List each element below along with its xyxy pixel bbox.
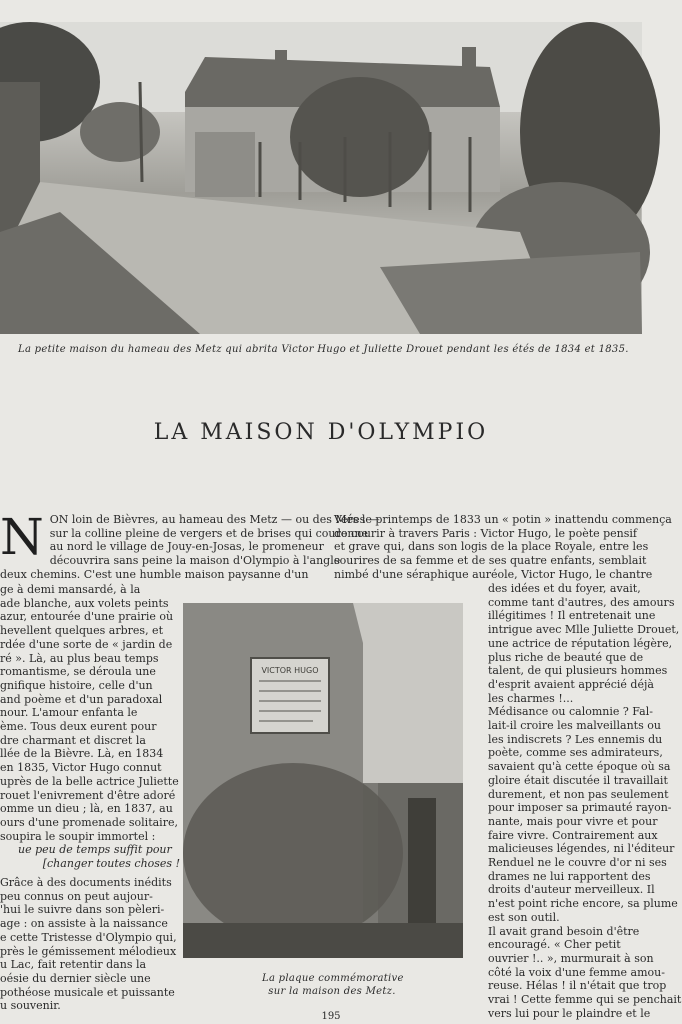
- text-line: durement, et non pas seulement: [488, 787, 669, 801]
- text-line: gloire était discutée il travaillait: [488, 773, 668, 787]
- plaque-photo: [183, 603, 463, 958]
- text-line: encouragé. « Cher petit: [488, 938, 621, 952]
- text-line: omme un dieu ; là, en 1837, au: [0, 802, 173, 816]
- text-line: deux chemins. C'est une humble maison paysanne d'un: [0, 567, 309, 581]
- text-line: comme tant d'autres, des amours: [488, 595, 675, 609]
- text-line: côté la voix d'une femme amou-: [488, 965, 665, 979]
- plaque-caption-line2: sur la maison des Metz.: [268, 986, 396, 997]
- text-line: faire vivre. Contrairement aux: [488, 828, 658, 842]
- text-line: plus riche de beauté que de: [488, 650, 644, 664]
- text-line: illégitimes ! Il entretenait une: [488, 609, 656, 623]
- text-line: intrigue avec Mlle Juliette Drouet,: [488, 623, 680, 637]
- text-line: talent, de qui plusieurs hommes: [488, 664, 668, 678]
- text-line: rouet l'enivrement d'être adoré: [0, 788, 176, 802]
- verse-line: [changer toutes choses !: [42, 856, 180, 870]
- text-line: Médisance ou calomnie ? Fal-: [488, 705, 653, 719]
- text-line: u Lac, fait retentir dans la: [0, 958, 147, 972]
- text-line: des idées et du foyer, avait,: [488, 582, 641, 595]
- text-line: ON loin de Bièvres, au hameau des Metz — ou des Mées —: [49, 513, 380, 526]
- text-line: et grave qui, dans son logis de la place Royale, entre les: [334, 540, 649, 554]
- text-line: and poème et d'un paradoxal: [0, 692, 163, 706]
- text-line: une actrice de réputation légère,: [488, 636, 673, 650]
- text-line: ours d'une promenade solitaire,: [0, 815, 178, 829]
- text-line: dre charmant et discret la: [0, 733, 146, 747]
- house-photo: [0, 22, 642, 334]
- drop-cap: N: [0, 508, 44, 566]
- text-line: 'hui le suivre dans son pèleri-: [0, 903, 165, 917]
- text-line: les charmes !...: [488, 691, 574, 705]
- left-after-text: [0, 876, 177, 1013]
- text-line: drames ne lui rapportent des: [488, 869, 651, 883]
- text-line: sourires de sa femme et de ses quatre enfants, semblait: [334, 554, 647, 568]
- text-line: pothéose musicale et puissante: [0, 985, 175, 999]
- text-line: ouvrier !.. », murmurait à son: [488, 951, 654, 965]
- text-line: reuse. Hélas ! il n'était que trop: [488, 979, 667, 993]
- text-line: e cette Tristesse d'Olympio qui,: [0, 930, 177, 944]
- text-line: ème. Tous deux eurent pour: [0, 720, 157, 734]
- verse-quote: [0, 843, 188, 870]
- text-line: Vers le printemps de 1833 un « potin » inattendu commença: [334, 513, 672, 526]
- plaque-inscription: VICTOR HUGO: [261, 666, 319, 675]
- text-line: gnifique histoire, celle d'un: [0, 678, 153, 692]
- text-line: au nord le village de Jouy-en-Josas, le promeneur: [49, 540, 324, 554]
- text-line: les indiscrets ? Les ennemis du: [488, 732, 663, 746]
- text-line: soupira le soupir immortel :: [0, 829, 156, 843]
- text-line: Renduel ne le couvre d'or ni ses: [488, 856, 667, 870]
- text-line: Il avait grand besoin d'être: [488, 924, 640, 938]
- text-line: age : on assiste à la naissance: [0, 917, 168, 931]
- text-line: près le gémissement mélodieux: [0, 944, 177, 958]
- text-line: lait-il croire les malveillants ou: [488, 719, 661, 733]
- text-line: en 1835, Victor Hugo connut: [0, 761, 162, 775]
- right-narrow-text: [488, 582, 682, 1021]
- text-line: peu connus on peut aujour-: [0, 889, 153, 903]
- plaque-caption: [262, 972, 402, 998]
- left-column: [0, 508, 380, 582]
- text-line: vrai ! Cette femme qui se penchait: [488, 993, 682, 1007]
- text-line: rdée d'une sorte de « jardin de: [0, 637, 173, 651]
- text-line: sur la colline pleine de vergers et de brises qui couronne: [49, 526, 369, 540]
- house-photo-caption: La petite maison du hameau des Metz qui abrita Victor Hugo et Juliette Drouet pendant les étés de 1834 et 1835.: [18, 344, 629, 355]
- verse-line: ue peu de temps suffit pour: [18, 843, 172, 856]
- text-line: oésie du dernier siècle une: [0, 971, 151, 985]
- text-line: ré ». Là, au plus beau temps: [0, 651, 159, 665]
- text-line: u souvenir.: [0, 999, 61, 1013]
- text-line: est son outil.: [488, 910, 560, 924]
- text-line: uprès de la belle actrice Juliette: [0, 774, 179, 788]
- text-line: nimbé d'une séraphique auréole, Victor Hugo, le chantre: [334, 567, 653, 581]
- text-line: nour. L'amour enfanta le: [0, 706, 138, 720]
- text-line: découvrira sans peine la maison d'Olympio à l'angle: [49, 554, 341, 568]
- article-title: LA MAISON D'OLYMPIO: [153, 420, 489, 445]
- text-line: pour imposer sa primauté rayon-: [488, 801, 672, 815]
- text-line: Grâce à des documents inédits: [0, 876, 172, 889]
- text-line: vers lui pour le plaindre et le: [488, 1006, 651, 1020]
- left-wrapped-text: [0, 583, 180, 843]
- left-intro-text: [0, 508, 380, 582]
- plaque-caption-line1: La plaque commémorative: [262, 973, 404, 984]
- text-line: ade blanche, aux volets peints: [0, 596, 169, 610]
- text-line: poète, comme ses admirateurs,: [488, 746, 663, 760]
- text-line: d'esprit avaient apprécié déjà: [488, 677, 654, 691]
- text-line: nante, mais pour vivre et pour: [488, 814, 658, 828]
- text-line: n'est point riche encore, sa plume: [488, 897, 678, 911]
- text-line: savaient qu'à cette époque où sa: [488, 760, 671, 774]
- text-line: droits d'auteur merveilleux. Il: [488, 883, 655, 897]
- text-line: ge à demi mansardé, à la: [0, 583, 141, 596]
- text-line: llée de la Bièvre. Là, en 1834: [0, 747, 164, 761]
- text-line: romantisme, se déroula une: [0, 665, 156, 679]
- text-line: hevellent quelques arbres, et: [0, 624, 163, 638]
- right-top-text: [334, 513, 672, 582]
- text-line: de courir à travers Paris : Victor Hugo, le poète pensif: [334, 526, 638, 540]
- text-line: malicieuses légendes, ni l'éditeur: [488, 842, 675, 856]
- page-number: 195: [321, 1011, 341, 1022]
- text-line: azur, entourée d'une prairie où: [0, 610, 174, 624]
